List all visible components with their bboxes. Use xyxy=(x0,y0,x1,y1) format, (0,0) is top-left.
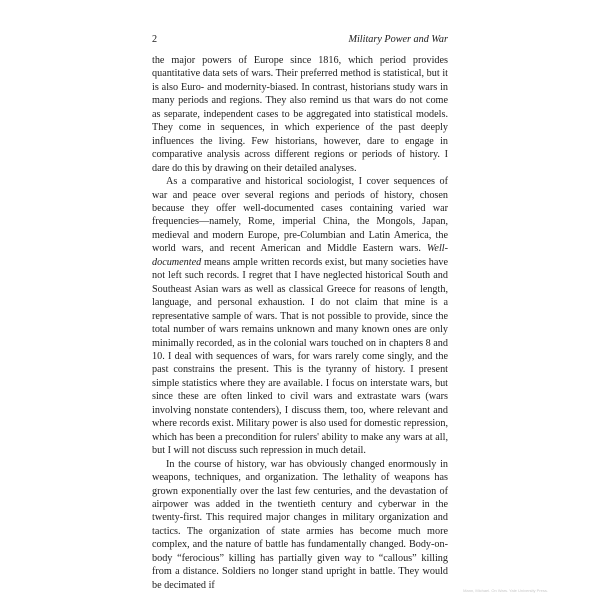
paragraph-2 xyxy=(152,175,448,458)
well-documented-term: Well-documented xyxy=(152,243,448,268)
paragraph-2-text-end: means ample written records exist, but many societies have not left such records. I regret that I have neglected historical South and Southeast Asian wars as well as classical Greece for reasons of length, language, and personal exhaustion. I do not claim that mine is a representative sample of wars. That is not possible to provide, since the total number of wars remains unknown and many known ones are only minimally recorded, as in the colonial wars touched on in chapters 8 and 10. I deal with sequences of wars, for wars rarely come singly, and the past constrains the present. This is the tyranny of history. I present simple statistics where they are available. I focus on interstate wars, but since these are often linked to civil wars and extrastate wars (wars involving nonstate contenders), I discuss them, too, where relevant and where records exist. Military power is also used for domestic repression, which has been a precondition for rulers' ability to make any wars at all, but I will not discuss such repression in much detail. xyxy=(152,256,448,457)
paragraph-1: the major powers of Europe since 1816, which period provides quantitative data sets of wars. Their preferred method is statistical, but it is also Euro- and modernity-biased. In contrast, historians study wars in many periods and regions. They also remind us that wars do not come as separate, independent cases to be aggregated into statistical models. They come in sequences, in which experience of the past deeply influences the living. Few historians, however, dare to engage in comparative analysis across different regions or periods of history. I dare do this by drawing on their detailed analyses. xyxy=(152,55,448,174)
footer-note: Mann, Michael. On Wars. Yale University Press. xyxy=(463,588,548,593)
running-title: Military Power and War xyxy=(348,34,448,45)
paragraph-3: In the course of history, war has obviously changed enormously in weapons, techniques, and organization. The lethality of weapons has grown exponentially over the last few centuries, and the devastation of airpower was added in the twentieth century and cyberwar in the twenty-first. This required major changes in military organization and tactics. The organization of state armies has become much more complex, and the nature of battle has fundamentally changed. Body-on-body “ferocious” killing has partially given way to “callous” killing from a distance. Soldiers no longer stand upright in battle. They would be decimated if xyxy=(152,458,448,591)
running-head xyxy=(152,33,448,47)
paragraph-2-text-start: As a comparative and historical sociologist, I cover sequences of war and peace over several regions and periods of history, chosen because they offer well-documented cases containing varied war frequencies—namely, Rome, imperial China, the Mongols, Japan, medieval and modern Europe, pre-Columbian and Latin America, the world wars, and recent American and Middle Eastern wars. xyxy=(152,176,448,255)
body-text xyxy=(152,54,448,592)
page-number: 2 xyxy=(152,34,158,45)
